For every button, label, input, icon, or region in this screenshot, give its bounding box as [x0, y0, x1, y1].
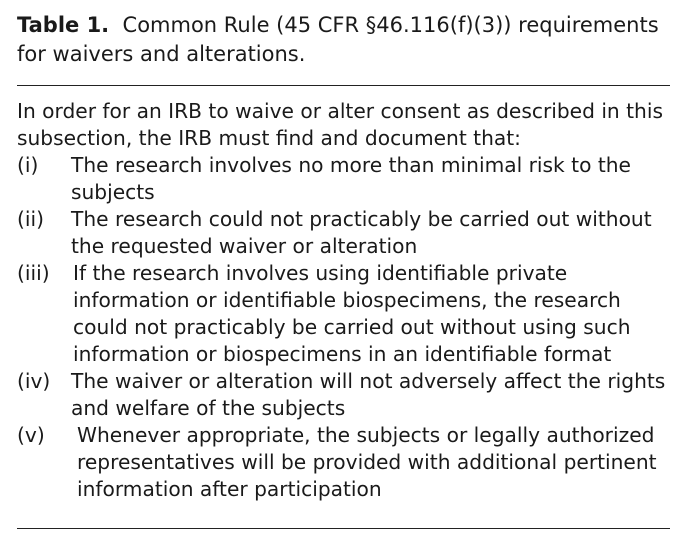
- item-text: Whenever appropriate, the subjects or legally authorized representatives will be provided with additional pertinent information after participation: [77, 423, 657, 501]
- list-item: [17, 368, 677, 422]
- table-top-rule: [17, 85, 670, 86]
- item-text: The research involves no more than minimal risk to the subjects: [71, 153, 631, 204]
- caption-label: Table 1.: [17, 13, 110, 37]
- list-item: [17, 152, 677, 206]
- list-item: [17, 206, 677, 260]
- caption-paragraph: [17, 11, 671, 69]
- item-number: (iv): [17, 369, 51, 393]
- table-bottom-rule: [17, 528, 670, 529]
- list-item: [17, 260, 677, 368]
- item-number: (i): [17, 153, 39, 177]
- item-number: (ii): [17, 207, 44, 231]
- item-number: (v): [17, 423, 45, 447]
- table-caption: [17, 11, 671, 69]
- item-text: If the research involves using identifiable private information or identifiable biospecimens, the research could not practicably be carried out without using such information or biospecimens in an identifiable format: [73, 261, 631, 366]
- item-text: The research could not practicably be carried out without the requested waiver or alteration: [71, 207, 652, 258]
- caption-text: Common Rule (45 CFR §46.116(f)(3)) requirements for waivers and alterations.: [17, 13, 659, 66]
- item-number: (iii): [17, 261, 50, 285]
- table-body: [17, 98, 677, 503]
- item-text: The waiver or alteration will not adversely affect the rights and welfare of the subjects: [71, 369, 666, 420]
- list-item: [17, 422, 677, 503]
- table-intro: In order for an IRB to waive or alter consent as described in this subsection, the IRB must find and document that:: [17, 99, 663, 150]
